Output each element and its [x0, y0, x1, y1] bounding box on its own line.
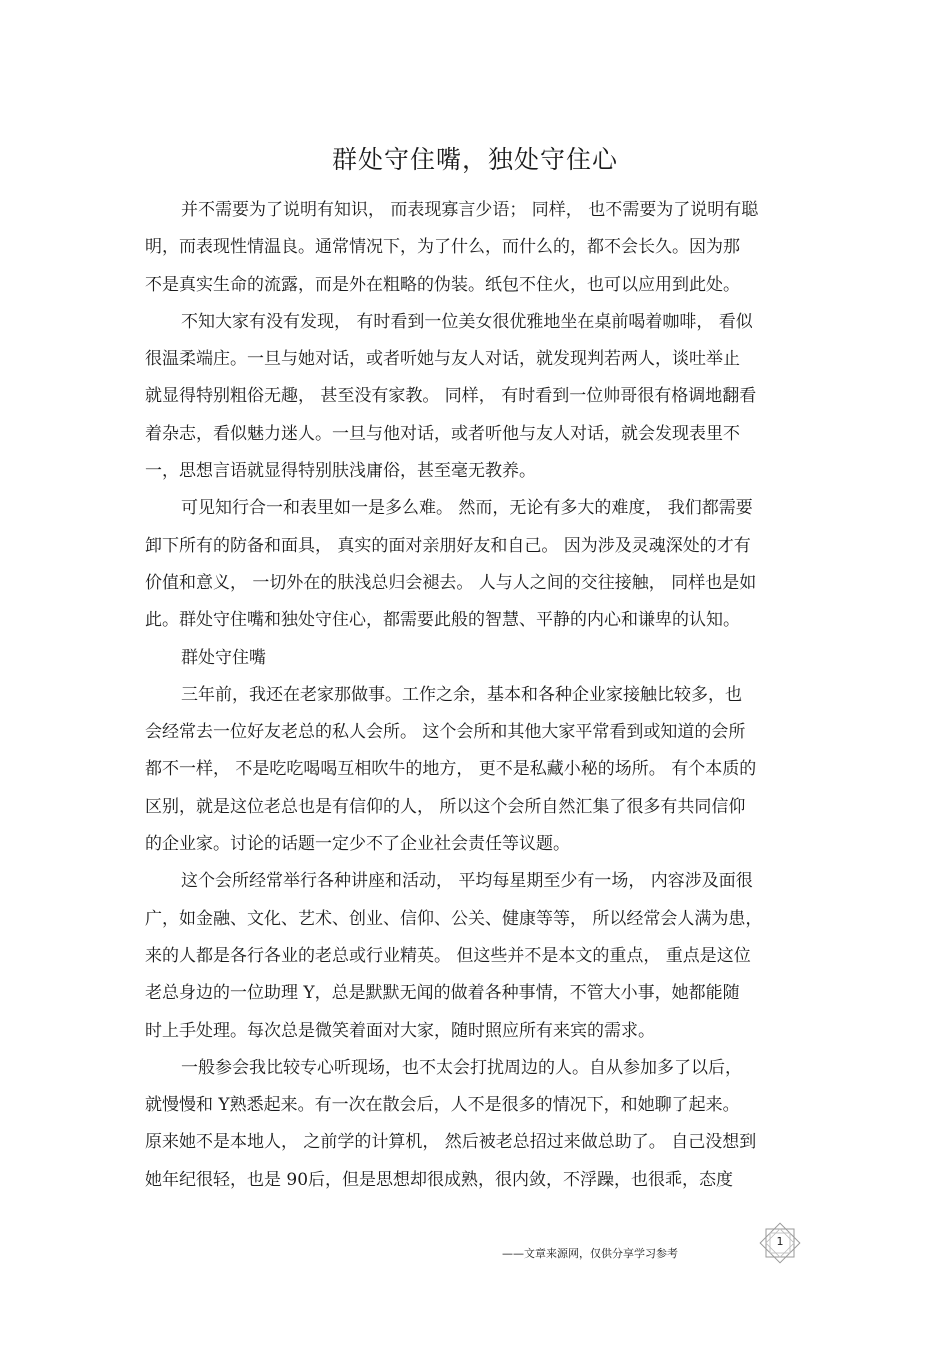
footer-source-note: ——文章来源网，仅供分享学习参考	[502, 1247, 678, 1260]
text-line: 卸下所有的防备和面具， 真实的面对亲朋好友和自己。 因为涉及灵魂深处的才有	[145, 535, 751, 556]
text-line: 就慢慢和 Y熟悉起来。有一次在散会后，人不是很多的情况下，和她聊了起来。	[145, 1095, 740, 1116]
text-line: 这个会所经常举行各种讲座和活动， 平均每星期至少有一场， 内容涉及面很	[181, 871, 753, 892]
text-line: 原来她不是本地人， 之前学的计算机， 然后被老总招过来做总助了。 自己没想到	[145, 1132, 757, 1153]
text-line: 来的人都是各行各业的老总或行业精英。 但这些并不是本文的重点， 重点是这位	[145, 945, 751, 966]
text-line: 不是真实生命的流露，而是外在粗略的伪装。纸包不住火，也可以应用到此处。	[145, 274, 740, 295]
text-line: 区别，就是这位老总也是有信仰的人， 所以这个会所自然汇集了很多有共同信仰	[145, 796, 746, 817]
text-line: 很温柔端庄。一旦与她对话，或者听她与友人对话，就发现判若两人，谈吐举止	[145, 349, 740, 370]
text-line: 她年纪很轻，也是 90后，但是思想却很成熟，很内敛，不浮躁，也很乖，态度	[145, 1169, 734, 1190]
text-line: 一，思想言语就显得特别肤浅庸俗，甚至毫无教养。	[145, 461, 536, 482]
text-line: 明，而表现性情温良。通常情况下，为了什么，而什么的，都不会长久。因为那	[145, 237, 740, 258]
page-number: 1	[776, 1235, 784, 1248]
text-line: 时上手处理。每次总是微笑着面对大家，随时照应所有来宾的需求。	[145, 1020, 655, 1041]
page-title: 群处守住嘴，独处守住心	[331, 145, 618, 174]
page-number-badge	[756, 1219, 804, 1267]
text-line: 群处守住嘴	[181, 647, 266, 668]
text-line: 三年前，我还在老家那做事。工作之余，基本和各种企业家接触比较多，也	[181, 684, 742, 705]
text-line: 都不一样， 不是吃吃喝喝互相吹牛的地方， 更不是私藏小秘的场所。 有个本质的	[145, 759, 757, 780]
text-line: 可见知行合一和表里如一是多么难。 然而，无论有多大的难度， 我们都需要	[181, 498, 753, 519]
text-line: 不知大家有没有发现， 有时看到一位美女很优雅地坐在桌前喝着咖啡， 看似	[181, 311, 753, 332]
text-line: 老总身边的一位助理 Y，总是默默无闻的做着各种事情，不管大小事，她都能随	[145, 983, 740, 1004]
text-line: 就显得特别粗俗无趣， 甚至没有家教。 同样， 有时看到一位帅哥很有格调地翻看	[145, 386, 757, 407]
text-line: 会经常去一位好友老总的私人会所。 这个会所和其他大家平常看到或知道的会所	[145, 722, 746, 743]
text-line: 广，如金融、文化、艺术、创业、信仰、公关、健康等等， 所以经常会人满为患，	[145, 908, 763, 929]
body-text	[145, 192, 805, 1199]
text-line: 着杂志，看似魅力迷人。一旦与他对话，或者听他与友人对话，就会发现表里不	[145, 423, 740, 444]
text-line: 的企业家。讨论的话题一定少不了企业社会责任等议题。	[145, 834, 570, 855]
text-line: 此。群处守住嘴和独处守住心，都需要此般的智慧、平静的内心和谦卑的认知。	[145, 610, 740, 631]
text-line: 一般参会我比较专心听现场，也不太会打扰周边的人。自从参加多了以后，	[181, 1057, 742, 1078]
text-line: 并不需要为了说明有知识， 而表现寡言少语； 同样， 也不需要为了说明有聪	[181, 200, 759, 220]
text-line: 价值和意义， 一切外在的肤浅总归会褪去。 人与人之间的交往接触， 同样也是如	[145, 572, 757, 593]
